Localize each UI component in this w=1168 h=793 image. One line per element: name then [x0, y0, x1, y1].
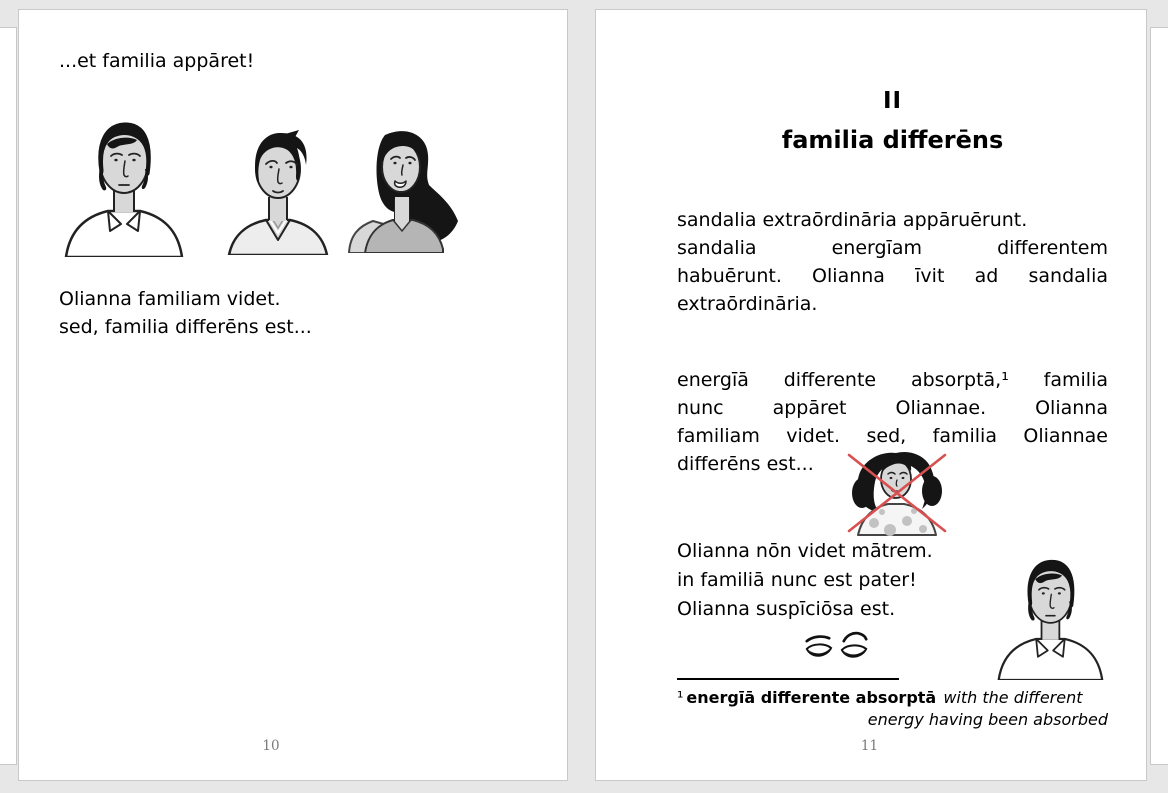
text-line: energīā differente absorptā,¹ familia [677, 369, 1108, 391]
page-stack-edge-left [0, 27, 17, 765]
paragraph-1 [677, 206, 1108, 318]
page-stack-edge-right [1150, 27, 1168, 765]
footnote-line-2 [677, 709, 1108, 731]
chapter-title: familia differēns [781, 126, 1004, 154]
left-page-body [59, 285, 483, 341]
text-line: Olianna suspīciōsa est. [677, 598, 896, 620]
text-line: sandalia extraōrdināria appāruērunt. [677, 209, 1028, 231]
text-line: nunc appāret Oliannae. Olianna [677, 397, 1108, 419]
right-page[interactable] [595, 9, 1147, 781]
father-portrait [61, 117, 186, 257]
page-number: 11 [860, 738, 879, 754]
chapter-number: II [882, 88, 903, 114]
footnote-gloss: with the different [943, 688, 1083, 707]
chapter-heading [677, 82, 1108, 160]
page-number: 10 [262, 738, 280, 754]
text-line: familiam videt. sed, familia Oliannae [677, 425, 1108, 447]
text-line: sandalia energīam differentem [677, 237, 1108, 259]
footnote-line-1 [677, 687, 1108, 709]
text-line: habuērunt. Olianna īvit ad sandalia [677, 265, 1108, 287]
footnote-marker: ¹ [677, 688, 684, 707]
text-line: Olianna nōn videt mātrem. [677, 540, 933, 562]
father-portrait [994, 555, 1106, 680]
text-line: differēns est... [677, 453, 814, 475]
suspicious-eyes-icon [799, 627, 873, 665]
text-line: Olianna familiam videt. [59, 288, 281, 310]
son-portrait [225, 129, 331, 255]
footnote [677, 678, 1108, 731]
family-illustration-row [59, 113, 483, 267]
footnote-term: energīā differente absorptā [686, 688, 937, 707]
sister-portrait [335, 129, 462, 253]
footnote-gloss: energy having been absorbed [867, 710, 1108, 729]
left-page[interactable] [18, 9, 568, 781]
text-line: in familiā nunc est pater! [677, 569, 917, 591]
left-page-heading: ...et familia appāret! [59, 50, 255, 72]
footnote-divider [677, 678, 899, 680]
text-line: sed, familia differēns est... [59, 316, 312, 338]
text-line: extraōrdināria. [677, 293, 818, 315]
mother-portrait-crossed-icon [844, 448, 950, 536]
